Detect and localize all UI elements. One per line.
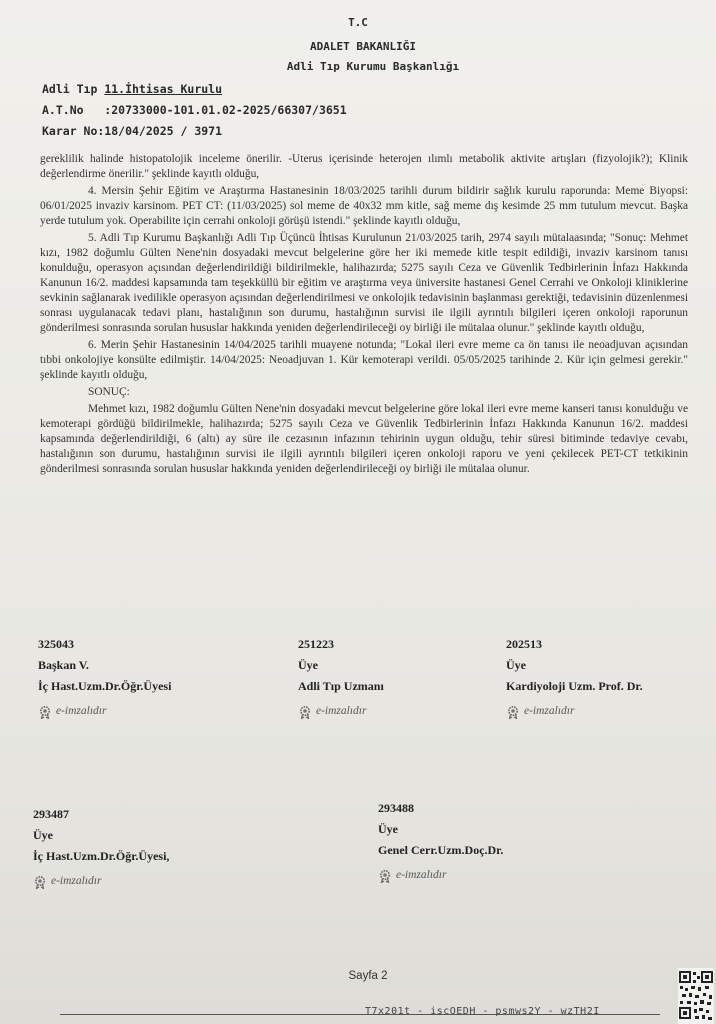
signature-block-3 <box>506 634 643 722</box>
paragraph-continued: gereklilik halinde histopatolojik inceleme önerilir. -Uterus içerisinde heterojen ılımlı metabolik aktivite artışları (fizyolojik?); Klinik değerlendirme önerilir." şeklinde kayıtlı olduğu, <box>40 153 688 180</box>
header-institution: Adli Tıp Kurumu Başkanlığı <box>286 60 460 73</box>
member-title: İç Hast.Uzm.Dr.Öğr.Üyesi <box>38 679 172 693</box>
conclusion-text: Mehmet kızı, 1982 doğumlu Gülten Nene'nin dosyadaki mevcut belgelerine göre lokal ileri evre meme kanseri tanısı konulduğu ve kemoterapi gördüğü bildirilmekle, halihazırda; 5275 sayılı Ceza ve Güvenlik Tedbirlerinin İnfazı Hakkında Kanunun 16/2. maddesi kapsamında değerlendirildiği, 6 (altı) ay süre ile cezasının infazının tehirinin uygun olduğu, tehir süresi bitiminde tedaviye cevabı, hastalığının son durumu, hastalığının survisi ile ilgili ayrıntılı bilgileri içeren onkoloji raporu ve yeni çekilecek PET-CT tetkikinin gönderilmesi sonrasında sorulan hususlar hakkında yeniden değerlendirileceği oy birliği ile mütalaa olunur. <box>40 403 688 475</box>
document-body <box>40 152 688 479</box>
e-signature-label: e-imzalıdır <box>56 705 107 717</box>
member-title: İç Hast.Uzm.Dr.Öğr.Üyesi, <box>33 849 170 863</box>
paragraph-4: 4. Mersin Şehir Eğitim ve Araştırma Hastanesinin 18/03/2025 tarihli durum bildirir sağlık kurulu raporunda: Meme Biyopsi: 06/01/2025 invaziv karsinom. PET CT: (11/03/2025) sol meme de 40x32 mm kitle, sağ meme dış kesimde 25 mm tutulum mevcut. Başka yerde tutulum yok. Operabilite için cerrahi onkoloji görüşü istendi." şeklinde kayıtlı olduğu, <box>40 185 688 227</box>
e-signature <box>298 701 384 722</box>
qr-code <box>678 968 714 1024</box>
member-id: 293487 <box>33 807 69 821</box>
member-role: Üye <box>506 658 526 672</box>
member-role: Üye <box>378 822 398 836</box>
signature-block-1 <box>38 634 171 722</box>
member-id: 325043 <box>38 637 74 651</box>
e-signature-label: e-imzalıdır <box>396 869 447 881</box>
verification-code: T7x201t - iscOEDH - psmws2Y - wzTH2I <box>365 1006 600 1017</box>
board-name: 11.İhtisas Kurulu <box>104 82 223 96</box>
conclusion-title: SONUÇ: <box>88 386 130 398</box>
e-signature <box>506 701 643 722</box>
signature-block-4 <box>33 804 169 892</box>
member-id: 251223 <box>298 637 334 651</box>
e-signature-seal-icon <box>298 705 312 719</box>
header-karar-no: Karar No:18/04/2025 / 3971 <box>42 124 223 138</box>
member-role: Başkan V. <box>38 658 89 672</box>
e-signature <box>38 701 171 722</box>
member-role: Üye <box>298 658 318 672</box>
e-signature-seal-icon <box>33 875 47 889</box>
header-board <box>42 82 222 96</box>
member-title: Kardiyoloji Uzm. Prof. Dr. <box>506 679 643 693</box>
e-signature-label: e-imzalıdır <box>51 875 102 887</box>
paragraph-5: 5. Adli Tıp Kurumu Başkanlığı Adli Tıp Üçüncü İhtisas Kurulunun 21/03/2025 tarih, 2974 sayılı mütalaasında; "Sonuç: Mehmet kızı, 1982 doğumlu Gülten Nene'nin dosyadaki mevcut belgelerine göre her iki memede kitle tespit edildiği, invaziv karsinom tanısı konulduğu, operasyon açısından değerlendirildiği bildirilmekle, halihazırda; 5275 sayılı Ceza ve Güvenlik Tedbirlerinin İnfazı Hakkında Kanunun 16/2. maddesi kapsamında tam teşekküllü bir eğitim ve araştırma veya üniversite hastanesi Genel Cerrahi ve Onkoloji kliniklerine sevkinin sağlanarak ivedilikle operasyon açısından değerlendirilmesi ve onkolojik tedavisinin başlanması gerektiği, tedavisinin düzenlenmesi sonrası uygulanacak tedavi planı, hastalığının son durumu, hastalığının survisi ile ilgili ayrıntılı bilgileri içeren onkoloji raporunun gönderilmesi sonrasında sorulan hususlar hakkında yeniden değerlendirileceği oy birliği ile mütalaa olunur." şeklinde kayıtlı olduğu, <box>40 232 688 334</box>
e-signature <box>378 865 503 886</box>
signature-block-5 <box>378 798 503 886</box>
member-title: Adli Tıp Uzmanı <box>298 679 384 693</box>
e-signature-label: e-imzalıdır <box>524 705 575 717</box>
header-ministry: ADALET BAKANLIĞI <box>310 40 416 53</box>
member-title: Genel Cerr.Uzm.Doç.Dr. <box>378 843 504 857</box>
e-signature-seal-icon <box>378 869 392 883</box>
page-number: Sayfa 2 <box>348 970 388 982</box>
e-signature-label: e-imzalıdır <box>316 705 367 717</box>
paragraph-6: 6. Merin Şehir Hastanesinin 14/04/2025 tarihli muayene notunda; "Lokal ileri evre meme ca ön tanısı ile neoadjuvan açısından tıbbi onkolojiye konsülte edilmiştir. 14/04/2025: Neoadjuvan 1. Kür kemoterapi verildi. 05/05/2025 tarihinde 2. Kür için gelmesi gerekir." şeklinde kayıtlı olduğu, <box>40 339 688 381</box>
member-role: Üye <box>33 828 53 842</box>
member-id: 202513 <box>506 637 542 651</box>
e-signature <box>33 871 169 892</box>
e-signature-seal-icon <box>506 705 520 719</box>
header-at-no: A.T.No :20733000-101.01.02-2025/66307/3651 <box>42 103 347 117</box>
member-id: 293488 <box>378 801 414 815</box>
signature-block-2 <box>298 634 384 722</box>
board-prefix: Adli Tıp <box>42 82 105 96</box>
header-tc: T.C <box>348 16 368 29</box>
e-signature-seal-icon <box>38 705 52 719</box>
